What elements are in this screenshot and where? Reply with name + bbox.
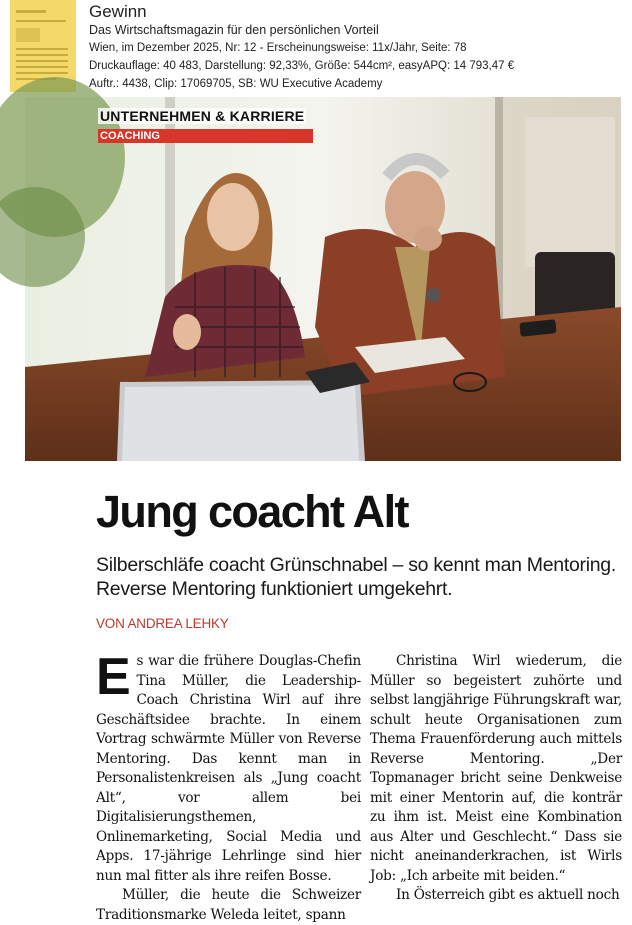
article-byline: VON ANDREA LEHKY [96, 616, 229, 631]
publication-subtitle: Das Wirtschaftsmagazin für den persönlichen Vorteil [89, 23, 379, 37]
paragraph: Müller, die heute die Schweizer Traditionsmarke Weleda leitet, spann [96, 887, 361, 923]
clipping-meta [89, 2, 514, 93]
section-kicker [98, 108, 313, 144]
drop-cap: E [96, 648, 131, 706]
paragraph: Christina Wirl wiederum, die Müller so begeistert zuhörte und selbst langjährige Führungskraft war, schult heute Organisationen zum Thema Frauenförderung auch mittels Reverse Mentoring. „Der Topmanager bricht seine Denkweise mit einer Mentorin auf, die konträr zu ihm ist. Meist eine Kombination aus Alter und Geschlecht.“ Dass sie nicht aneinanderkrachen, ist Wirls Job: „Ich arbeite mit beiden.“ [370, 653, 622, 884]
rubric-label: COACHING [98, 129, 313, 143]
publication-name: Gewinn [89, 2, 147, 21]
section-label: UNTERNEHMEN & KARRIERE [100, 108, 305, 124]
article-column-1 [96, 648, 361, 925]
paragraph: s war die frühere Douglas-Chefin Tina Müller, die Leadership-Coach Christina Wirl auf ihre Geschäftsidee brachte. In einem Vortrag schwärmte Müller von Reverse Mentoring. Das kennt man in Personalistenkreisen als „Jung coacht Alt“, vor allem bei Digitalisierungsthemen, Onlinemarketing, Social Media und Apps. 17-jährige Lehrlinge sind hier nun mal fitter als ihre reifen Bosse. [96, 653, 361, 884]
meta-line-1: Wien, im Dezember 2025, Nr: 12 - Erscheinungsweise: 11x/Jahr, Seite: 78 [89, 42, 467, 54]
article-headline: Jung coacht Alt [96, 486, 408, 537]
article-lead: Silberschläfe coacht Grünschnabel – so kennt man Mentoring. Reverse Mentoring funktioniert umgekehrt. [96, 554, 616, 600]
meta-line-3: Auftr.: 4438, Clip: 17069705, SB: WU Executive Academy [89, 78, 383, 90]
article-column-2 [370, 652, 622, 906]
paragraph: In Österreich gibt es aktuell noch [396, 887, 620, 903]
meta-line-2: Druckauflage: 40 483, Darstellung: 92,33%, Größe: 544cm², easyAPQ: 14 793,47 € [89, 60, 515, 72]
article-photo [25, 97, 621, 461]
